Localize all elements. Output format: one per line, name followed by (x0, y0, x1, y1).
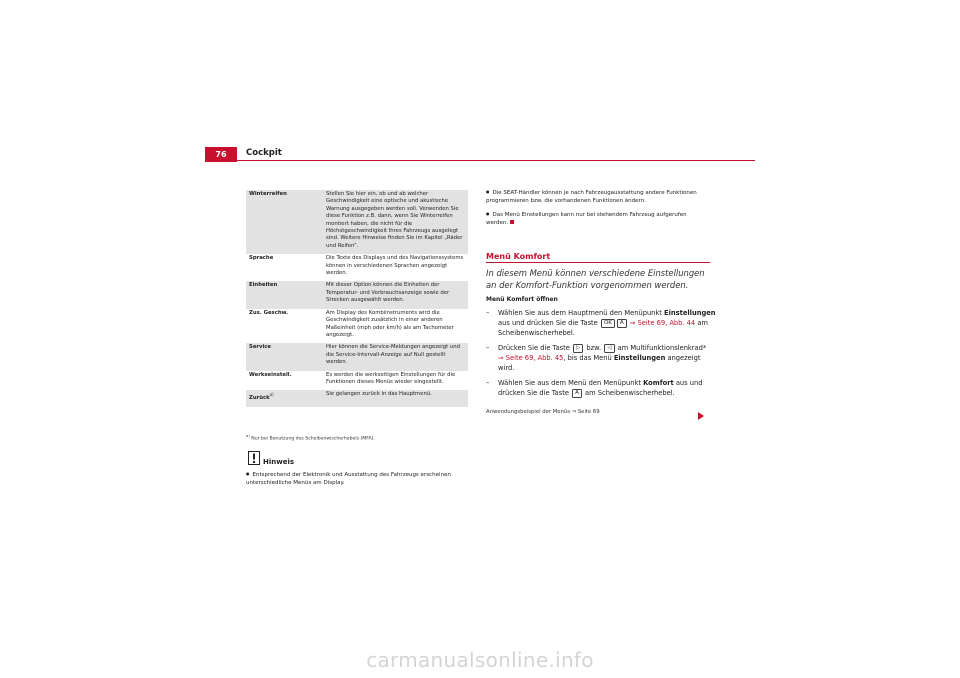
dash: – (486, 379, 490, 387)
table-row (246, 390, 468, 406)
row-key: Werkseinstell. (249, 371, 292, 378)
row-value: Mit dieser Option können die Einheiten der Temperatur- und Verbrauchsanzeige sowie der Strecken ausgewählt werden. (326, 282, 450, 304)
dash: – (486, 309, 490, 317)
next-key-icon: ▷ (573, 344, 583, 353)
usage-reference: Anwendungsbeispiel der Menüs ⇒ Seite 69 (486, 409, 600, 415)
row-key: Sprache (249, 255, 274, 262)
menu-item-name: Komfort (643, 379, 674, 387)
text: am Scheibenwischerhebel. (498, 319, 708, 337)
footnote-text: Nur bei Benutzung des Scheibenwischerhebels (MFA). (251, 436, 375, 442)
page-reference-link[interactable]: ⇒ Seite 69, Abb. 44 (629, 319, 696, 327)
section-rule (486, 262, 710, 263)
text: aus und drücken Sie die Taste (498, 319, 600, 327)
list-item (486, 308, 716, 338)
text: Wählen Sie aus dem Menü den Menüpunkt (498, 379, 644, 387)
table-row (246, 190, 468, 254)
table-row (246, 254, 468, 281)
dash: – (486, 344, 490, 352)
row-key: Zus. Geschw. (249, 309, 289, 316)
row-value: Sie gelangen zurück in das Hauptmenü. (326, 391, 432, 398)
procedure-steps (486, 308, 716, 403)
prev-key-icon: ◁ (604, 344, 614, 353)
text: Wählen Sie aus dem Hauptmenü den Menüpunkt (498, 309, 665, 317)
row-key: Service (249, 344, 272, 351)
text: Drücken Sie die Taste (498, 344, 573, 352)
bullet-dealer: ● Die SEAT-Händler können je nach Fahrzeugausstattung andere Funktionen programmieren bzw. die vorhandenen Funktionen ändern. (486, 188, 710, 205)
text: aus und drücken Sie die Taste (498, 379, 703, 397)
text: bzw. (584, 344, 604, 352)
row-key: Einheiten (249, 282, 278, 289)
footnote-mark: a) (246, 433, 250, 438)
settings-table (246, 190, 468, 407)
text: , bis das Menü (563, 354, 614, 362)
section-title: Menü Komfort (486, 252, 551, 261)
procedure-heading: Menü Komfort öffnen (486, 296, 558, 303)
note-text: ● Entsprechend der Elektronik und Ausstattung des Fahrzeugs erscheinen unterschiedliche Menüs am Display. (246, 470, 471, 487)
table-footnote (246, 433, 375, 442)
step-text (498, 378, 716, 398)
table-row (246, 343, 468, 370)
menu-item-name: Einstellungen (613, 354, 666, 362)
row-value: Stellen Sie hier ein, ob und ab welcher Geschwindigkeit eine optische und akustische Warnung ausgegeben werden soll. Verwenden Sie diese Funktion z.B. dann, wenn Sie Winterreifen montiert haben, die nicht für die Höchstgeschwindigkeit Ihres Fahrzeugs ausgelegt sind. Weitere Hinweise finden Sie im Kapitel „Räder und Reifen“. (326, 191, 463, 249)
table-row (246, 309, 468, 344)
text: am Scheibenwischerhebel. (582, 389, 675, 397)
watermark: carmanualsonline.info (366, 648, 594, 672)
row-key: Winterreifen (249, 191, 287, 197)
a-badge-icon: A (617, 319, 627, 328)
section-end-icon (510, 220, 514, 224)
header-rule (205, 160, 755, 161)
text: am Multifunktionslenkrad* (615, 344, 707, 352)
row-value: Am Display des Kombiinstruments wird die Geschwindigkeit zusätzlich in einer anderen Maßeinheit (mph oder km/h) als am Tachometer angezeigt. (326, 309, 454, 338)
table-row (246, 371, 468, 391)
list-item (486, 378, 716, 398)
continue-arrow-icon (698, 412, 704, 420)
list-item (486, 343, 716, 373)
text: angezeigt wird. (498, 354, 701, 372)
row-key (246, 391, 326, 402)
note-title: Hinweis (263, 458, 295, 466)
row-value: Es werden die werkseitigen Einstellungen für die Funktionen dieses Menüs wieder eingestellt. (326, 371, 456, 385)
page-reference-link[interactable]: ⇒ Seite 69, Abb. 45 (498, 354, 564, 362)
a-badge-icon: A (572, 389, 582, 398)
row-value: Hier können die Service-Meldungen angezeigt und die Service-Intervall-Anzeige auf Null gestellt werden. (326, 344, 460, 366)
ok-key-icon: OK (601, 319, 615, 328)
row-key-text: Zurück (249, 395, 270, 402)
step-text (498, 308, 716, 338)
page-number: 76 (205, 147, 237, 162)
footnote-ref: a) (269, 392, 274, 398)
row-value: Die Texte des Displays und des Navigationssystems können in verschiedenen Sprachen angezeigt werden. (326, 255, 464, 277)
menu-item-name: Einstellungen (664, 309, 716, 317)
table-row (246, 281, 468, 308)
bullet-settings-text: ● Das Menü Einstellungen kann nur bei stehendem Fahrzeug aufgerufen werden. (486, 212, 687, 226)
step-text (498, 343, 716, 373)
note-icon (248, 451, 260, 465)
bullet-settings (486, 210, 710, 227)
chapter-title: Cockpit (246, 148, 282, 158)
section-subtitle: In diesem Menü können verschiedene Einstellungen an der Komfort-Funktion vorgenommen werden. (486, 268, 705, 290)
